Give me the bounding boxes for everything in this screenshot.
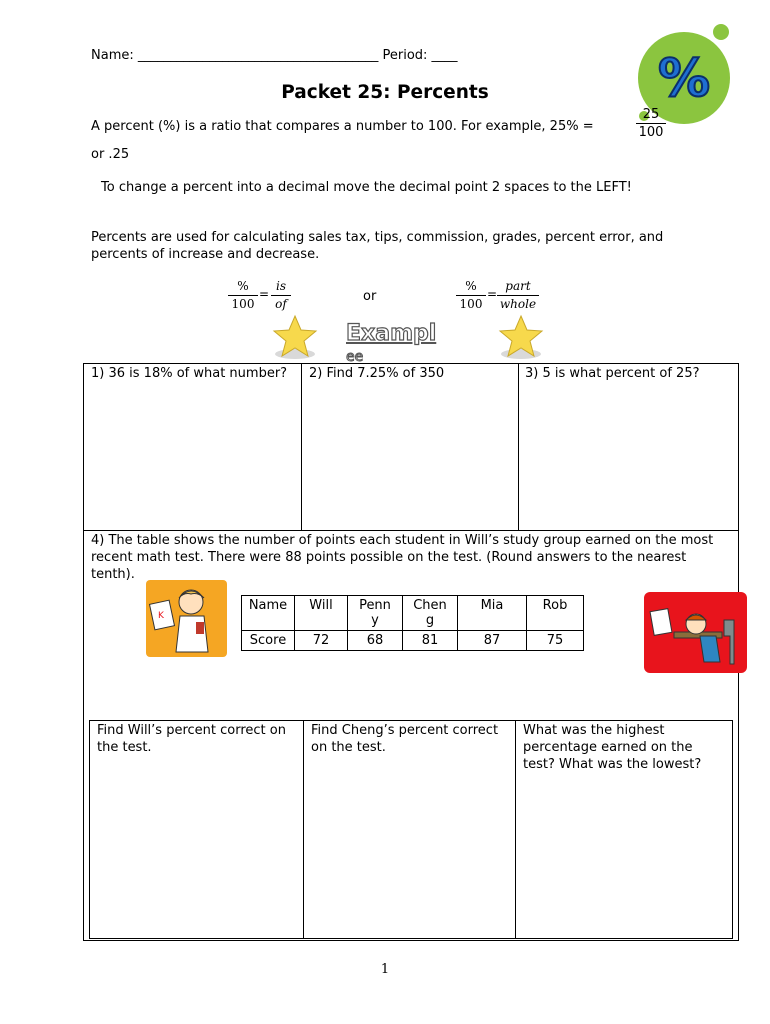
table-cell: 81 [403, 631, 458, 651]
table-row [242, 631, 584, 651]
svg-text:K: K [158, 611, 164, 621]
star-icon [498, 314, 544, 360]
table-header-cell: Will [295, 596, 348, 631]
table-cell: 87 [458, 631, 527, 651]
percent-badge-text: % [657, 49, 711, 109]
name-period-line[interactable]: Name: _____________________________________ Period: ____ [91, 48, 458, 63]
formula-right-equals: = [487, 287, 498, 301]
intro-fraction: 25 100 [636, 106, 666, 141]
formula-or: or [363, 289, 377, 304]
page-title: Packet 25: Percents [281, 82, 489, 103]
problem-4: 4) The table shows the number of points each student in Will’s study group earned on the most recent math test. There were 88 points possible on the test. (Round answers to the nearest tenth). [91, 533, 714, 582]
table-row [242, 596, 584, 631]
examples-heading: Exampl ee [346, 321, 437, 363]
student-paper-image [146, 580, 227, 657]
table-cell: 68 [348, 631, 403, 651]
intro-line-1: A percent (%) is a ratio that compares a number to 100. For example, 25% = [91, 119, 594, 134]
percent-uses: Percents are used for calculating sales tax, tips, commission, grades, percent error, and percents of increase and decrease. [91, 230, 664, 262]
table-cell: Score [242, 631, 295, 651]
score-table [241, 595, 584, 651]
question-will: Find Will’s percent correct on the test. [97, 723, 286, 755]
problem-1: 1) 36 is 18% of what number? [91, 366, 288, 381]
table-header-cell: Mia [458, 596, 527, 631]
table-header-cell: Chen g [403, 596, 458, 631]
formula-left-ratio: is of [271, 278, 291, 313]
table-header-cell: Penn y [348, 596, 403, 631]
decimal-tip: To change a percent into a decimal move the decimal point 2 spaces to the LEFT! [101, 180, 632, 195]
page-number: 1 [380, 962, 390, 977]
problem-3: 3) 5 is what percent of 25? [525, 366, 700, 381]
question-cheng: Find Cheng’s percent correct on the test. [311, 723, 499, 755]
intro-line-2: or .25 [91, 147, 130, 162]
tired-student-image [644, 592, 747, 673]
star-icon [272, 314, 318, 360]
formula-right-percent: % 100 [456, 278, 486, 313]
formula-left-equals: = [259, 287, 270, 301]
table-cell: 75 [527, 631, 584, 651]
formula-left-percent: % 100 [228, 278, 258, 313]
table-header-cell: Rob [527, 596, 584, 631]
question-high-low: What was the highest percentage earned on the test? What was the lowest? [523, 723, 702, 772]
table-header-cell: Name [242, 596, 295, 631]
formula-right-ratio: part whole [497, 278, 539, 313]
problem-2: 2) Find 7.25% of 350 [309, 366, 445, 381]
table-cell: 72 [295, 631, 348, 651]
